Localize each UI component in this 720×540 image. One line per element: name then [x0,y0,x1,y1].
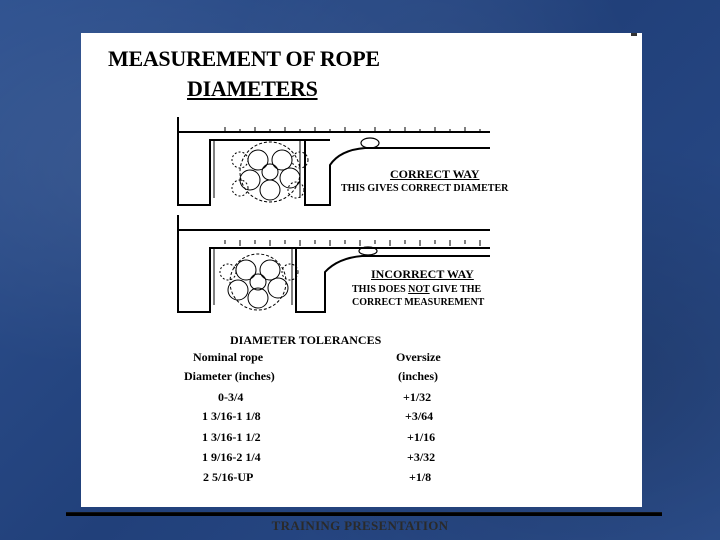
correct-way-heading: CORRECT WAY [390,167,480,181]
col-oversize-header-line1: Oversize [396,350,441,364]
table-row-oversize: +3/32 [407,450,436,464]
table-row-oversize: +3/64 [405,409,434,423]
slide-title-underlined: DIAMETERS [187,76,318,101]
col-oversize-header-line2: (inches) [398,369,438,383]
table-row-oversize: +1/32 [403,390,432,404]
incorrect-rope-section [220,254,298,310]
col-nominal-header-line1: Nominal rope [193,350,264,364]
incorrect-way-heading: INCORRECT WAY [371,267,474,281]
incorrect-text-emphasis: NOT [408,284,430,295]
table-row-nominal: 2 5/16-UP [203,470,254,484]
footer-divider [66,512,662,516]
table-row-nominal: 1 9/16-2 1/4 [202,450,261,464]
incorrect-way-text [352,284,481,295]
incorrect-way-text-line2: CORRECT MEASUREMENT [352,297,485,308]
table-row-nominal: 1 3/16-1 1/8 [202,409,261,423]
correct-way-text: THIS GIVES CORRECT DIAMETER [341,183,509,194]
incorrect-text-part2: GIVE THE [429,284,482,295]
table-row-oversize: +1/16 [407,430,436,444]
correct-rope-section [232,142,308,202]
footer-text: TRAINING PRESENTATION [271,518,449,533]
table-row-oversize: +1/8 [409,470,432,484]
table-row-nominal: 1 3/16-1 1/2 [202,430,261,444]
col-nominal-header-line2: Diameter (inches) [184,369,275,383]
tolerances-heading: DIAMETER TOLERANCES [230,333,382,347]
incorrect-text-part1: THIS DOES [352,284,409,295]
incorrect-scale [225,240,480,246]
table-row-nominal: 0-3/4 [218,390,244,404]
slide-title: MEASUREMENT OF ROPE [108,46,380,71]
